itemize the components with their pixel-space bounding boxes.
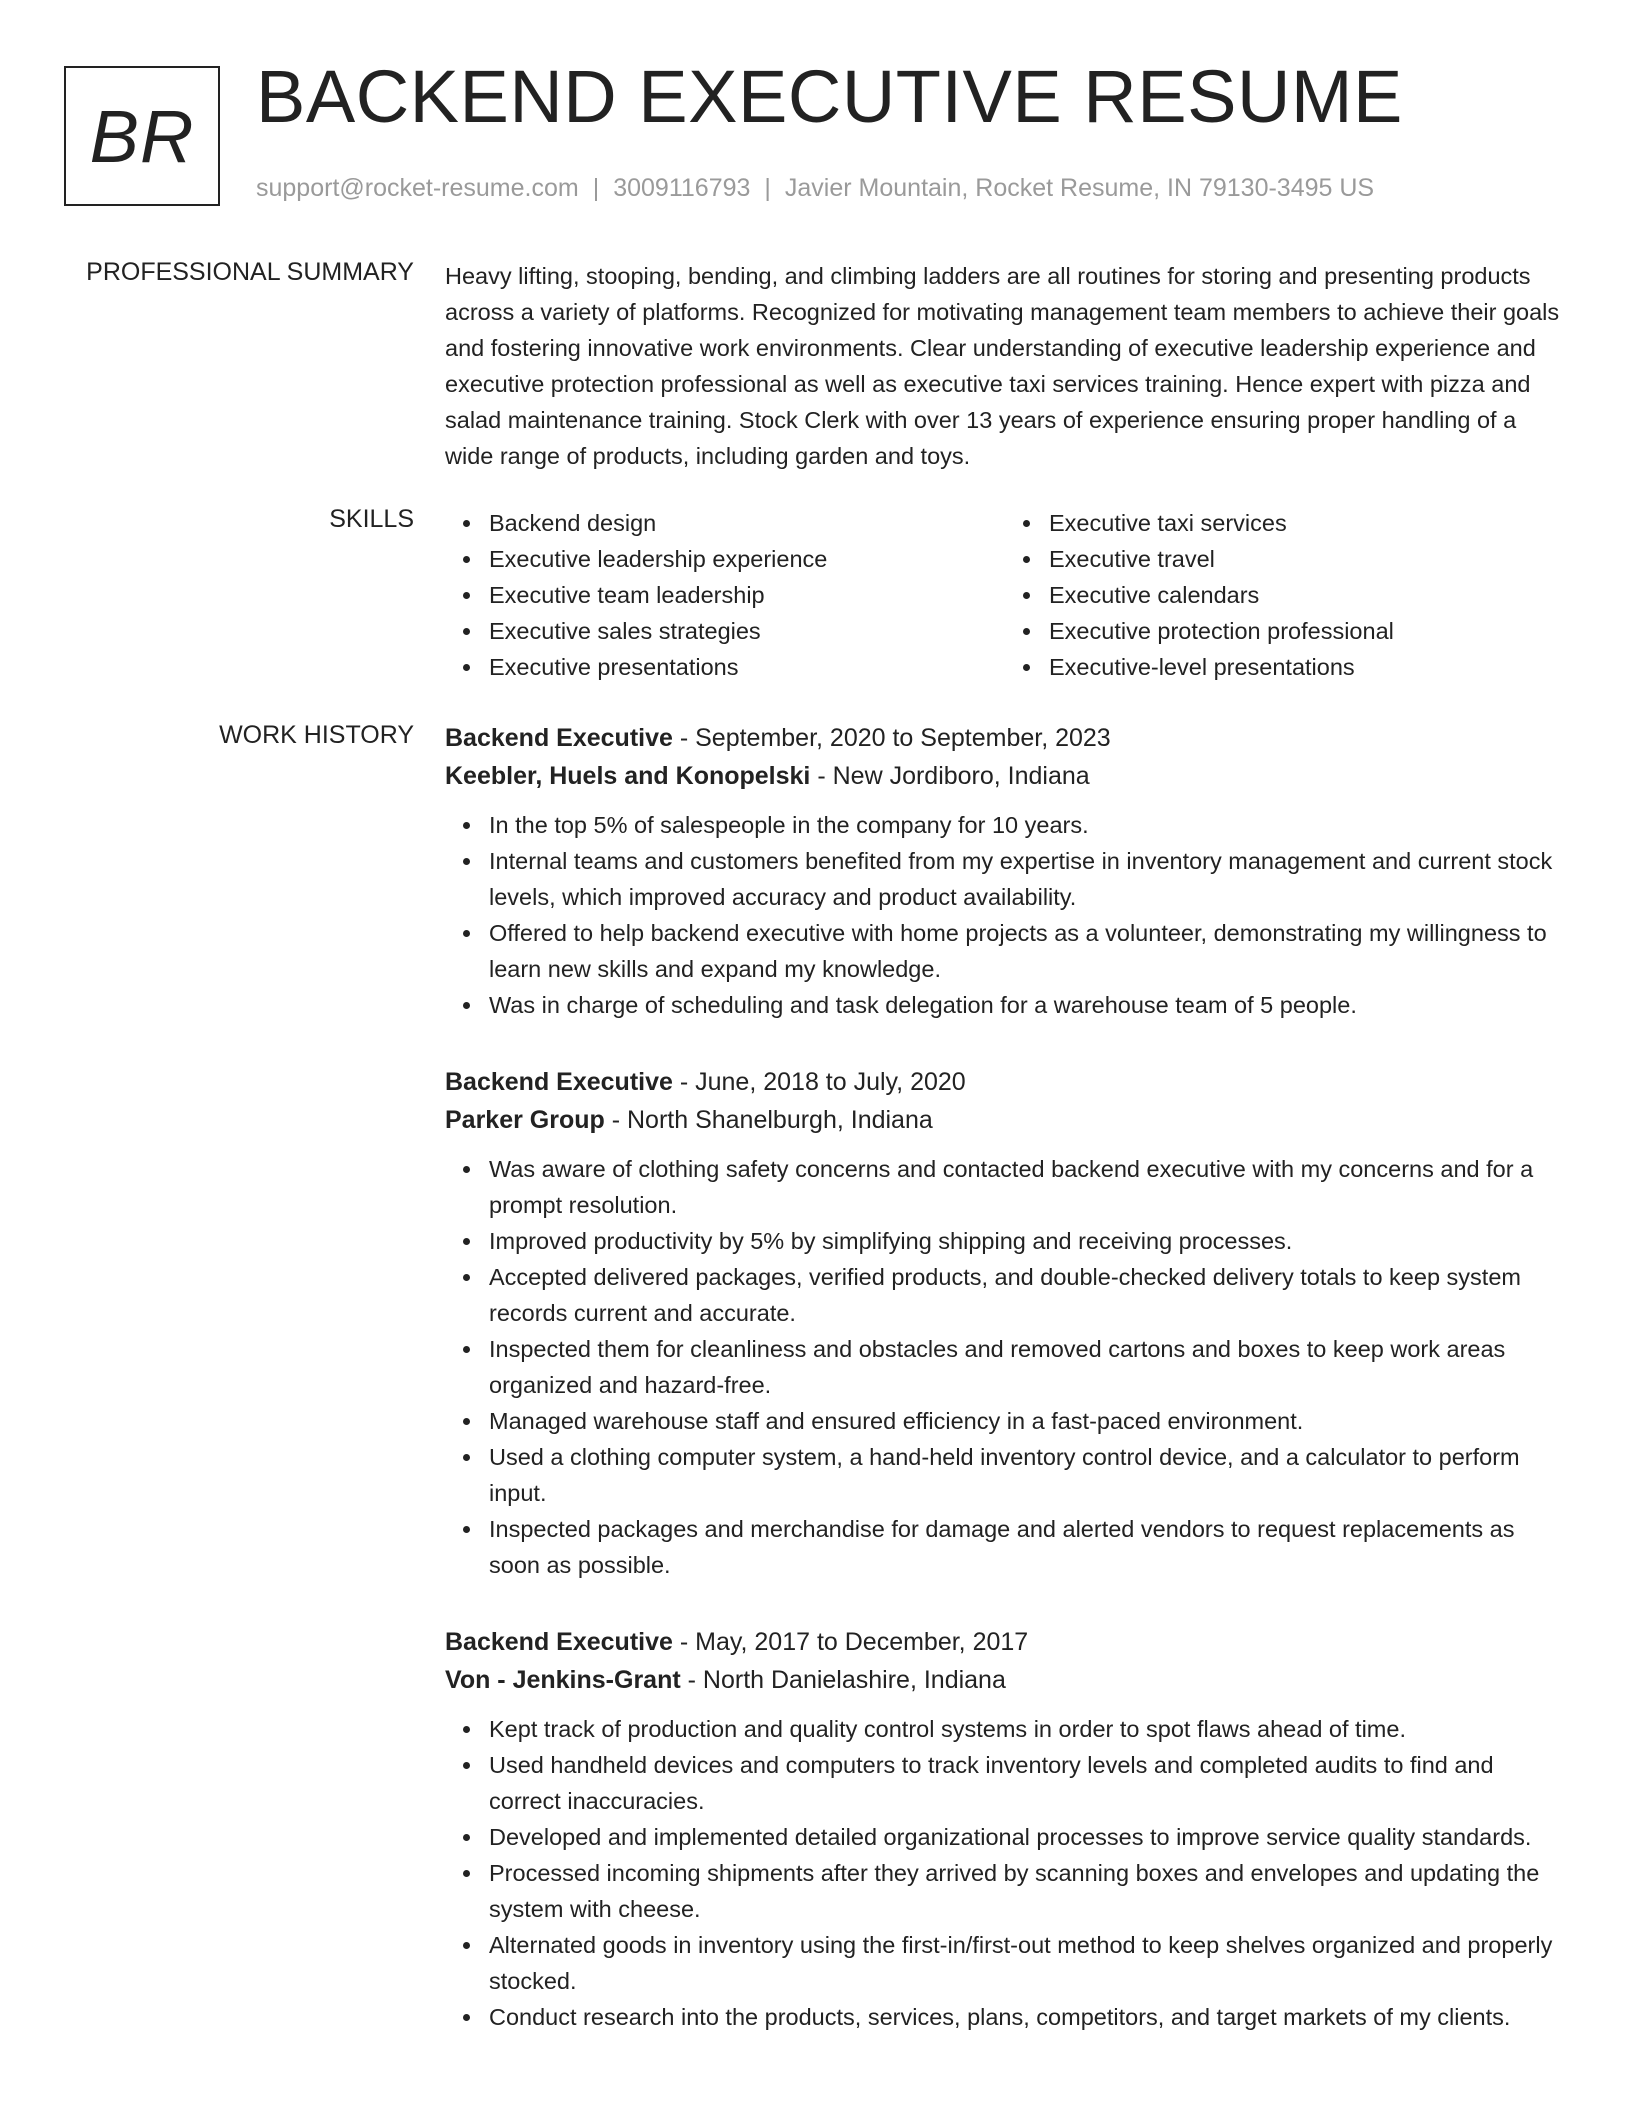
skills-column-right	[1005, 505, 1565, 685]
skill-item: Executive calendars	[1049, 577, 1565, 613]
duty-item: Internal teams and customers benefited from my expertise in inventory management and current stock levels, which improved accuracy and product availability.	[489, 843, 1565, 915]
summary-body	[445, 258, 1565, 474]
job-company: Keebler, Huels and Konopelski	[445, 762, 811, 790]
job-role: Backend Executive	[445, 1068, 673, 1096]
skill-item: Executive taxi services	[1049, 505, 1565, 541]
duty-item: Developed and implemented detailed organizational processes to improve service quality standards.	[489, 1819, 1565, 1855]
skill-item: Executive leadership experience	[489, 541, 1005, 577]
job-title-line	[445, 1063, 1565, 1101]
work-history-heading: WORK HISTORY	[219, 721, 414, 749]
duty-item: Offered to help backend executive with home projects as a volunteer, demonstrating my willingness to learn new skills and expand my knowledge.	[489, 915, 1565, 987]
skills-grid	[445, 505, 1565, 685]
skills-column-left	[445, 505, 1005, 685]
job-duties-list	[445, 1711, 1565, 2035]
job-entry	[445, 719, 1565, 1023]
monogram-box	[64, 66, 220, 206]
job-location: - North Shanelburgh, Indiana	[604, 1106, 933, 1134]
job-company: Von - Jenkins-Grant	[445, 1666, 681, 1694]
skill-item: Backend design	[489, 505, 1005, 541]
duty-item: Was aware of clothing safety concerns and contacted backend executive with my concerns and for a prompt resolution.	[489, 1151, 1565, 1223]
duty-item: Inspected packages and merchandise for damage and alerted vendors to request replacements as soon as possible.	[489, 1511, 1565, 1583]
job-location: - North Danielashire, Indiana	[680, 1666, 1006, 1694]
job-company: Parker Group	[445, 1106, 605, 1134]
job-company-line	[445, 757, 1565, 795]
skill-item: Executive travel	[1049, 541, 1565, 577]
summary-text: Heavy lifting, stooping, bending, and climbing ladders are all routines for storing and presenting products across a variety of platforms. Recognized for motivating management team members to achieve their goals and fostering innovative work environments. Clear understanding of executive leadership experience and executive protection professional as well as executive taxi services training. Hence expert with pizza and salad maintenance training. Stock Clerk with over 13 years of experience ensuring proper handling of a wide range of products, including garden and toys.	[445, 263, 1560, 469]
contact-phone: 3009116793	[613, 174, 751, 202]
job-company-line	[445, 1101, 1565, 1139]
job-location: - New Jordiboro, Indiana	[810, 762, 1090, 790]
duty-item: Used handheld devices and computers to track inventory levels and completed audits to find and correct inaccuracies.	[489, 1747, 1565, 1819]
duty-item: Inspected them for cleanliness and obstacles and removed cartons and boxes to keep work areas organized and hazard-free.	[489, 1331, 1565, 1403]
job-duties-list	[445, 807, 1565, 1023]
job-title-line	[445, 719, 1565, 757]
skill-item: Executive team leadership	[489, 577, 1005, 613]
job-title-line	[445, 1623, 1565, 1661]
duty-item: Used a clothing computer system, a hand-held inventory control device, and a calculator to perform input.	[489, 1439, 1565, 1511]
skill-item: Executive-level presentations	[1049, 649, 1565, 685]
duty-item: Managed warehouse staff and ensured efficiency in a fast-paced environment.	[489, 1403, 1565, 1439]
job-role: Backend Executive	[445, 724, 673, 752]
skill-item: Executive sales strategies	[489, 613, 1005, 649]
duty-item: Was in charge of scheduling and task delegation for a warehouse team of 5 people.	[489, 987, 1565, 1023]
job-entry	[445, 1623, 1565, 2035]
job-role: Backend Executive	[445, 1628, 673, 1656]
duty-item: Improved productivity by 5% by simplifying shipping and receiving processes.	[489, 1223, 1565, 1259]
job-dates: - May, 2017 to December, 2017	[672, 1628, 1029, 1656]
monogram-initials: BR	[89, 94, 195, 178]
duty-item: Accepted delivered packages, verified products, and double-checked delivery totals to keep system records current and accurate.	[489, 1259, 1565, 1331]
skill-item: Executive presentations	[489, 649, 1005, 685]
job-dates: - June, 2018 to July, 2020	[672, 1068, 966, 1096]
job-duties-list	[445, 1151, 1565, 1583]
summary-heading: PROFESSIONAL SUMMARY	[86, 258, 414, 286]
contact-separator: |	[764, 174, 771, 202]
duty-item: Alternated goods in inventory using the first-in/first-out method to keep shelves organized and properly stocked.	[489, 1927, 1565, 1999]
duty-item: Kept track of production and quality control systems in order to spot flaws ahead of time.	[489, 1711, 1565, 1747]
job-dates: - September, 2020 to September, 2023	[672, 724, 1111, 752]
skills-heading: SKILLS	[329, 505, 414, 533]
contact-address: Javier Mountain, Rocket Resume, IN 79130-3495 US	[784, 174, 1375, 202]
contact-separator: |	[592, 174, 600, 202]
skill-item: Executive protection professional	[1049, 613, 1565, 649]
contact-line	[256, 174, 1374, 203]
duty-item: In the top 5% of salespeople in the company for 10 years.	[489, 807, 1565, 843]
duty-item: Processed incoming shipments after they arrived by scanning boxes and envelopes and updating the system with cheese.	[489, 1855, 1565, 1927]
contact-email: support@rocket-resume.com	[256, 174, 579, 202]
job-entry	[445, 1063, 1565, 1583]
job-company-line	[445, 1661, 1565, 1699]
jobs-list	[445, 719, 1565, 2075]
resume-title: BACKEND EXECUTIVE RESUME	[256, 55, 1403, 138]
duty-item: Conduct research into the products, services, plans, competitors, and target markets of my clients.	[489, 1999, 1565, 2035]
